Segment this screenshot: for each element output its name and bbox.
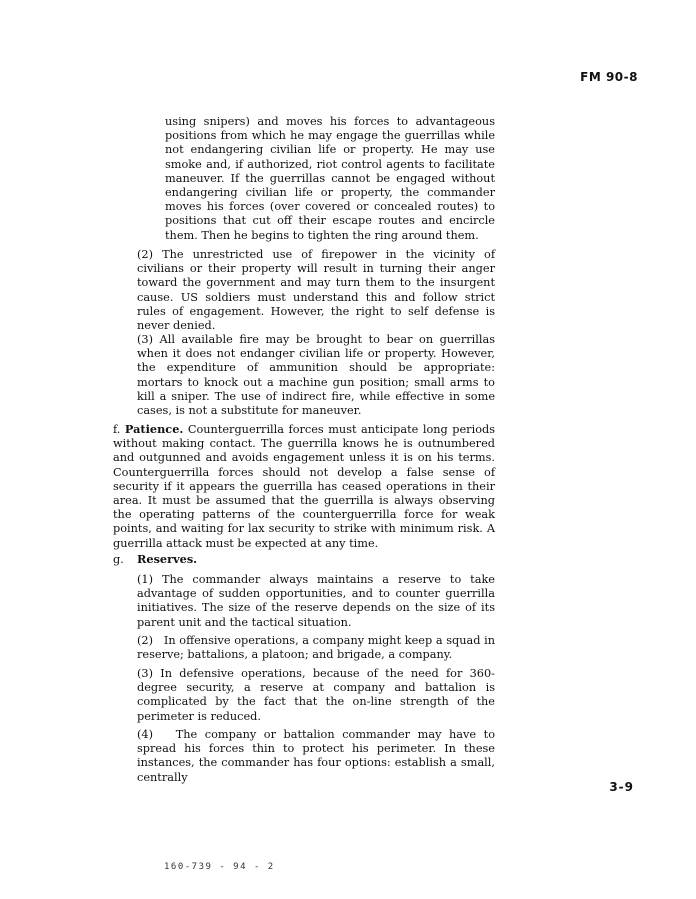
continued-paragraph (165, 115, 495, 243)
list-item-2-text: The unrestricted use of firepower in the vicinity of civilians or their property will result in turning their anger toward the government and may turn them to the insurgent cause. US soldiers must understand this and follow strict rules of engagement. However, the right to self defense is never denied. (137, 248, 496, 333)
print-code: 160-739 - 94 - 2 (164, 862, 275, 872)
section-g-item-4 (137, 728, 495, 785)
manual-id-header: FM 90-8 (580, 70, 638, 84)
section-g-item-1-para (137, 573, 495, 630)
list-item-2-number: (2) (137, 248, 154, 261)
section-g-letter: g. (113, 553, 124, 566)
section-g-item-3-number: (3) (137, 667, 154, 680)
section-f-text: Counterguerrilla forces must anticipate long periods without making contact. The guerrilla knows he is outnumbered and outgunned and avoids engagement unless it is on his terms. Counterguerrilla forces should not develop a false sense of security if it appears the guerrilla has ceased operations in their area. It must be assumed that the guerrilla is always observing the operating patterns of the counterguerrilla force for weak points, and waiting for lax security to strike with minimum risk. A guerrilla attack must be expected at any time. (113, 423, 496, 550)
list-item-3 (137, 333, 495, 418)
section-f (113, 422, 495, 551)
section-g-item-4-text: The company or battalion commander may have to spread his forces thin to protect his perimeter. In these instances, the commander has four options: establish a small, centrally (137, 728, 495, 784)
section-g-item-2-number: (2) (137, 634, 154, 647)
section-g-item-1-text: The commander always maintains a reserve to take advantage of sudden opportunities, and to counter guerrilla initiatives. The size of the reserve depends on the size of its parent unit and the tactical situation. (137, 573, 495, 629)
section-g-item-2-para (137, 634, 495, 662)
section-g-item-4-para (137, 728, 495, 785)
list-item-3-para (137, 333, 495, 418)
page-number: 3-9 (609, 780, 634, 794)
list-item-2 (137, 248, 495, 333)
continued-paragraph-text: using snipers) and moves his forces to advantageous positions from which he may engage the guerrillas while not endangering civilian life or property. He may use smoke and, if authorized, riot control agents to facilitate maneuver. If the guerrillas cannot be engaged without endangering civilian life or property, the commander moves his forces (over covered or concealed routes) to positions that cut off their escape routes and encircle them. Then he begins to tighten the ring around them. (165, 115, 495, 242)
section-f-para (113, 422, 495, 551)
section-f-letter: f. (113, 423, 121, 436)
section-g-item-3 (137, 667, 495, 724)
section-g-item-3-para (137, 667, 495, 724)
section-g-heading (113, 552, 197, 567)
section-g-item-1-number: (1) (137, 573, 154, 586)
list-item-3-text: All available fire may be brought to bear on guerrillas when it does not endanger civilian life or property. However, the expenditure of ammunition should be appropriate: mortars to knock out a machine gun position; small arms to kill a sniper. The use of indirect fire, while effective in some cases, is not a substitute for maneuver. (137, 333, 495, 418)
section-f-title: Patience. (124, 422, 184, 436)
section-g-item-1 (137, 573, 495, 630)
section-g-item-2 (137, 634, 495, 662)
list-item-2-para (137, 248, 495, 333)
section-g-title: Reserves. (137, 552, 198, 566)
list-item-3-number: (3) (137, 333, 154, 346)
section-g-item-3-text: In defensive operations, because of the need for 360-degree security, a reserve at company and battalion is complicated by the fact that the on-line strength of the perimeter is reduced. (137, 667, 495, 723)
section-g-item-2-text: In offensive operations, a company might keep a squad in reserve; battalions, a platoon; and brigade, a company. (137, 634, 495, 662)
section-g-item-4-number: (4) (137, 728, 154, 741)
